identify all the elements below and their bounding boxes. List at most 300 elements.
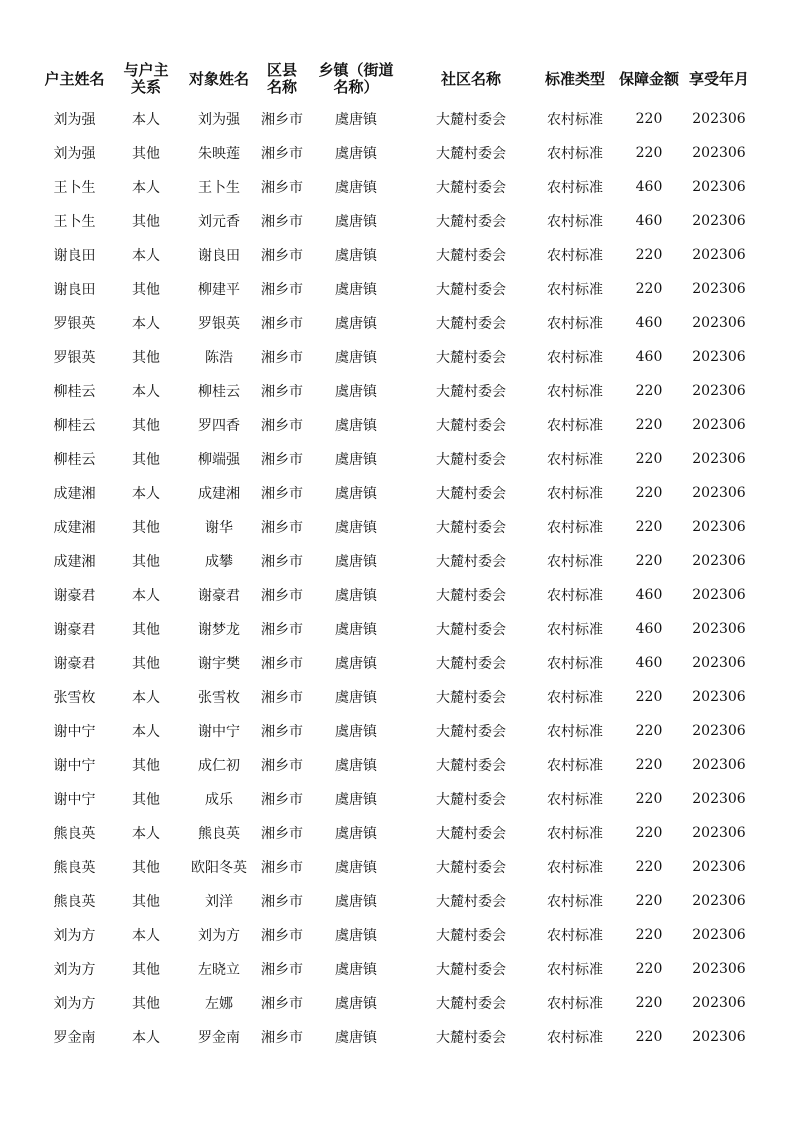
cell-township: 虞唐镇 (335, 962, 377, 978)
cell-township: 虞唐镇 (335, 588, 377, 604)
cell-township: 虞唐镇 (335, 316, 377, 332)
cell-amount: 220 (635, 145, 663, 161)
cell-community: 大麓村委会 (436, 282, 506, 298)
cell-standard-type: 农村标准 (547, 452, 603, 468)
cell-community: 大麓村委会 (436, 112, 506, 128)
cell-recipient-name: 王卜生 (198, 180, 240, 196)
cell-community: 大麓村委会 (436, 894, 506, 910)
cell-township: 虞唐镇 (335, 996, 377, 1012)
cell-householder-name: 柳桂云 (53, 418, 96, 434)
cell-standard-type: 农村标准 (547, 316, 603, 332)
cell-recipient-name: 谢良田 (198, 248, 240, 264)
cell-community: 大麓村委会 (436, 792, 506, 808)
cell-householder-name: 熊良英 (53, 860, 96, 876)
cell-period: 202306 (692, 859, 746, 875)
cell-period: 202306 (692, 281, 746, 297)
table-header-row (38, 56, 753, 102)
cell-period: 202306 (692, 723, 746, 739)
cell-relationship: 其他 (132, 860, 160, 876)
cell-county: 湘乡市 (261, 792, 303, 808)
cell-township: 虞唐镇 (335, 486, 377, 502)
table-body (38, 102, 753, 1054)
column-header-householder-name (38, 56, 111, 102)
cell-community: 大麓村委会 (436, 962, 506, 978)
cell-householder-name: 柳桂云 (53, 452, 96, 468)
cell-period: 202306 (692, 995, 746, 1011)
cell-amount: 220 (635, 281, 663, 297)
cell-amount: 220 (635, 689, 663, 705)
cell-recipient-name: 谢中宁 (198, 724, 240, 740)
cell-recipient-name: 刘为方 (198, 928, 240, 944)
cell-township: 虞唐镇 (335, 928, 377, 944)
cell-relationship: 其他 (132, 792, 160, 808)
column-header-line: 与户主 (123, 61, 169, 79)
table-row (38, 442, 753, 476)
cell-period: 202306 (692, 757, 746, 773)
cell-relationship: 本人 (132, 486, 160, 502)
table-row (38, 680, 753, 714)
cell-relationship: 本人 (132, 112, 160, 128)
cell-period: 202306 (692, 961, 746, 977)
column-header-amount (613, 56, 685, 102)
cell-county: 湘乡市 (261, 962, 303, 978)
table-row (38, 102, 753, 136)
cell-relationship: 其他 (132, 350, 160, 366)
cell-period: 202306 (692, 247, 746, 263)
cell-period: 202306 (692, 179, 746, 195)
cell-county: 湘乡市 (261, 248, 303, 264)
cell-township: 虞唐镇 (335, 826, 377, 842)
cell-amount: 220 (635, 451, 663, 467)
cell-township: 虞唐镇 (335, 1030, 377, 1046)
cell-householder-name: 刘为强 (53, 146, 96, 162)
cell-community: 大麓村委会 (436, 656, 506, 672)
column-header-line: 关系 (130, 78, 161, 96)
cell-period: 202306 (692, 621, 746, 637)
table-row (38, 714, 753, 748)
column-header-standard-type (537, 56, 613, 102)
table-row (38, 1020, 753, 1054)
cell-amount: 220 (635, 927, 663, 943)
cell-township: 虞唐镇 (335, 282, 377, 298)
cell-county: 湘乡市 (261, 112, 303, 128)
cell-amount: 460 (635, 621, 663, 637)
table-row (38, 272, 753, 306)
cell-period: 202306 (692, 315, 746, 331)
cell-township: 虞唐镇 (335, 894, 377, 910)
cell-township: 虞唐镇 (335, 690, 377, 706)
cell-standard-type: 农村标准 (547, 860, 603, 876)
cell-county: 湘乡市 (261, 282, 303, 298)
cell-amount: 460 (635, 315, 663, 331)
cell-community: 大麓村委会 (436, 520, 506, 536)
cell-amount: 220 (635, 859, 663, 875)
cell-period: 202306 (692, 519, 746, 535)
cell-amount: 220 (635, 893, 663, 909)
cell-householder-name: 谢中宁 (53, 792, 96, 808)
cell-householder-name: 罗银英 (53, 350, 96, 366)
cell-recipient-name: 谢宇樊 (198, 656, 240, 672)
cell-relationship: 其他 (132, 282, 160, 298)
cell-standard-type: 农村标准 (547, 214, 603, 230)
cell-county: 湘乡市 (261, 146, 303, 162)
cell-county: 湘乡市 (261, 860, 303, 876)
cell-recipient-name: 谢梦龙 (198, 622, 240, 638)
cell-recipient-name: 欧阳冬英 (191, 860, 247, 876)
cell-community: 大麓村委会 (436, 384, 506, 400)
table-row (38, 986, 753, 1020)
cell-township: 虞唐镇 (335, 350, 377, 366)
cell-standard-type: 农村标准 (547, 826, 603, 842)
cell-householder-name: 张雪枚 (53, 690, 96, 706)
cell-standard-type: 农村标准 (547, 1030, 603, 1046)
cell-householder-name: 熊良英 (53, 894, 96, 910)
cell-community: 大麓村委会 (436, 554, 506, 570)
column-header-line: 乡镇（街道 (318, 61, 394, 79)
cell-amount: 460 (635, 213, 663, 229)
column-header-line: 社区名称 (440, 69, 501, 88)
cell-community: 大麓村委会 (436, 316, 506, 332)
cell-community: 大麓村委会 (436, 758, 506, 774)
cell-recipient-name: 罗四香 (198, 418, 240, 434)
cell-relationship: 其他 (132, 996, 160, 1012)
table-row (38, 408, 753, 442)
cell-county: 湘乡市 (261, 894, 303, 910)
cell-relationship: 其他 (132, 146, 160, 162)
table-row (38, 782, 753, 816)
cell-standard-type: 农村标准 (547, 418, 603, 434)
table-row (38, 612, 753, 646)
cell-township: 虞唐镇 (335, 248, 377, 264)
cell-relationship: 其他 (132, 418, 160, 434)
cell-relationship: 其他 (132, 554, 160, 570)
cell-township: 虞唐镇 (335, 452, 377, 468)
cell-relationship: 其他 (132, 520, 160, 536)
cell-township: 虞唐镇 (335, 554, 377, 570)
cell-amount: 220 (635, 383, 663, 399)
cell-amount: 220 (635, 553, 663, 569)
cell-township: 虞唐镇 (335, 656, 377, 672)
cell-standard-type: 农村标准 (547, 622, 603, 638)
cell-householder-name: 谢中宁 (53, 758, 96, 774)
cell-relationship: 本人 (132, 928, 160, 944)
cell-period: 202306 (692, 825, 746, 841)
cell-period: 202306 (692, 417, 746, 433)
table-row (38, 306, 753, 340)
cell-township: 虞唐镇 (335, 146, 377, 162)
cell-householder-name: 熊良英 (53, 826, 96, 842)
cell-relationship: 本人 (132, 724, 160, 740)
column-header-line: 标准类型 (544, 69, 605, 88)
cell-standard-type: 农村标准 (547, 962, 603, 978)
cell-township: 虞唐镇 (335, 792, 377, 808)
table-row (38, 918, 753, 952)
cell-township: 虞唐镇 (335, 214, 377, 230)
cell-period: 202306 (692, 893, 746, 909)
cell-county: 湘乡市 (261, 384, 303, 400)
cell-standard-type: 农村标准 (547, 146, 603, 162)
cell-recipient-name: 朱映莲 (198, 146, 240, 162)
cell-recipient-name: 左晓立 (198, 962, 240, 978)
cell-standard-type: 农村标准 (547, 282, 603, 298)
cell-period: 202306 (692, 485, 746, 501)
cell-standard-type: 农村标准 (547, 588, 603, 604)
column-header-line: 户主姓名 (44, 69, 105, 88)
table-row (38, 170, 753, 204)
cell-county: 湘乡市 (261, 622, 303, 638)
cell-relationship: 本人 (132, 316, 160, 332)
cell-county: 湘乡市 (261, 418, 303, 434)
cell-period: 202306 (692, 145, 746, 161)
cell-amount: 460 (635, 179, 663, 195)
cell-county: 湘乡市 (261, 180, 303, 196)
cell-county: 湘乡市 (261, 486, 303, 502)
cell-householder-name: 王卜生 (53, 180, 96, 196)
cell-recipient-name: 刘元香 (198, 214, 240, 230)
cell-period: 202306 (692, 213, 746, 229)
cell-period: 202306 (692, 553, 746, 569)
cell-community: 大麓村委会 (436, 724, 506, 740)
cell-amount: 220 (635, 723, 663, 739)
cell-township: 虞唐镇 (335, 622, 377, 638)
cell-recipient-name: 熊良英 (198, 826, 240, 842)
cell-recipient-name: 柳桂云 (198, 384, 240, 400)
cell-recipient-name: 成攀 (205, 554, 233, 570)
cell-householder-name: 谢中宁 (53, 724, 96, 740)
cell-relationship: 其他 (132, 214, 160, 230)
cell-period: 202306 (692, 587, 746, 603)
cell-period: 202306 (692, 451, 746, 467)
cell-householder-name: 成建湘 (53, 520, 96, 536)
cell-county: 湘乡市 (261, 214, 303, 230)
column-header-relationship (111, 56, 181, 102)
table-row (38, 510, 753, 544)
cell-community: 大麓村委会 (436, 486, 506, 502)
table-row (38, 646, 753, 680)
cell-community: 大麓村委会 (436, 214, 506, 230)
cell-relationship: 其他 (132, 452, 160, 468)
cell-standard-type: 农村标准 (547, 554, 603, 570)
cell-recipient-name: 左娜 (205, 996, 233, 1012)
cell-county: 湘乡市 (261, 520, 303, 536)
table-row (38, 544, 753, 578)
cell-community: 大麓村委会 (436, 928, 506, 944)
cell-community: 大麓村委会 (436, 248, 506, 264)
cell-relationship: 其他 (132, 962, 160, 978)
cell-amount: 220 (635, 485, 663, 501)
column-header-line: 名称 (266, 78, 297, 96)
cell-amount: 220 (635, 519, 663, 535)
cell-householder-name: 刘为方 (53, 928, 96, 944)
cell-standard-type: 农村标准 (547, 112, 603, 128)
cell-community: 大麓村委会 (436, 180, 506, 196)
assistance-roster-table (38, 56, 753, 1054)
cell-county: 湘乡市 (261, 690, 303, 706)
column-header-period (685, 56, 753, 102)
cell-community: 大麓村委会 (436, 690, 506, 706)
column-header-line: 保障金额 (618, 69, 679, 88)
cell-recipient-name: 刘洋 (205, 894, 233, 910)
cell-recipient-name: 张雪枚 (198, 690, 240, 706)
cell-relationship: 本人 (132, 690, 160, 706)
cell-community: 大麓村委会 (436, 350, 506, 366)
cell-county: 湘乡市 (261, 826, 303, 842)
cell-township: 虞唐镇 (335, 112, 377, 128)
cell-standard-type: 农村标准 (547, 350, 603, 366)
cell-relationship: 其他 (132, 656, 160, 672)
cell-county: 湘乡市 (261, 758, 303, 774)
table-row (38, 204, 753, 238)
table-row (38, 238, 753, 272)
cell-standard-type: 农村标准 (547, 248, 603, 264)
cell-recipient-name: 谢豪君 (198, 588, 240, 604)
cell-period: 202306 (692, 689, 746, 705)
cell-standard-type: 农村标准 (547, 180, 603, 196)
cell-amount: 220 (635, 1029, 663, 1045)
cell-period: 202306 (692, 927, 746, 943)
table-row (38, 476, 753, 510)
cell-relationship: 本人 (132, 588, 160, 604)
cell-householder-name: 谢良田 (53, 248, 96, 264)
column-header-line: 享受年月 (688, 69, 749, 88)
cell-householder-name: 谢豪君 (53, 656, 96, 672)
cell-community: 大麓村委会 (436, 996, 506, 1012)
cell-relationship: 本人 (132, 826, 160, 842)
cell-householder-name: 成建湘 (53, 554, 96, 570)
table-row (38, 884, 753, 918)
cell-amount: 220 (635, 247, 663, 263)
cell-recipient-name: 罗金南 (198, 1030, 240, 1046)
cell-community: 大麓村委会 (436, 826, 506, 842)
column-header-line: 区县 (266, 61, 297, 79)
cell-standard-type: 农村标准 (547, 656, 603, 672)
cell-standard-type: 农村标准 (547, 724, 603, 740)
cell-community: 大麓村委会 (436, 1030, 506, 1046)
cell-township: 虞唐镇 (335, 758, 377, 774)
cell-relationship: 其他 (132, 622, 160, 638)
cell-period: 202306 (692, 349, 746, 365)
cell-county: 湘乡市 (261, 350, 303, 366)
cell-amount: 220 (635, 791, 663, 807)
cell-township: 虞唐镇 (335, 180, 377, 196)
column-header-line: 对象姓名 (188, 69, 249, 88)
cell-township: 虞唐镇 (335, 384, 377, 400)
cell-community: 大麓村委会 (436, 622, 506, 638)
cell-township: 虞唐镇 (335, 860, 377, 876)
cell-recipient-name: 罗银英 (198, 316, 240, 332)
cell-householder-name: 谢豪君 (53, 622, 96, 638)
cell-county: 湘乡市 (261, 928, 303, 944)
cell-county: 湘乡市 (261, 656, 303, 672)
cell-standard-type: 农村标准 (547, 996, 603, 1012)
cell-householder-name: 刘为方 (53, 996, 96, 1012)
cell-recipient-name: 谢华 (205, 520, 233, 536)
cell-recipient-name: 陈浩 (205, 350, 233, 366)
cell-township: 虞唐镇 (335, 520, 377, 536)
cell-relationship: 其他 (132, 894, 160, 910)
cell-amount: 220 (635, 757, 663, 773)
cell-county: 湘乡市 (261, 554, 303, 570)
cell-township: 虞唐镇 (335, 724, 377, 740)
cell-period: 202306 (692, 111, 746, 127)
column-header-community (405, 56, 537, 102)
cell-amount: 460 (635, 587, 663, 603)
cell-community: 大麓村委会 (436, 588, 506, 604)
cell-householder-name: 成建湘 (53, 486, 96, 502)
cell-householder-name: 谢豪君 (53, 588, 96, 604)
column-header-recipient-name (181, 56, 257, 102)
cell-householder-name: 罗金南 (53, 1030, 96, 1046)
cell-amount: 220 (635, 995, 663, 1011)
column-header-line: 名称） (333, 78, 379, 96)
column-header-county (257, 56, 307, 102)
table-row (38, 578, 753, 612)
cell-county: 湘乡市 (261, 588, 303, 604)
cell-standard-type: 农村标准 (547, 758, 603, 774)
cell-community: 大麓村委会 (436, 860, 506, 876)
column-header-township (307, 56, 405, 102)
cell-period: 202306 (692, 1029, 746, 1045)
cell-householder-name: 王卜生 (53, 214, 96, 230)
cell-county: 湘乡市 (261, 1030, 303, 1046)
cell-community: 大麓村委会 (436, 452, 506, 468)
cell-relationship: 本人 (132, 1030, 160, 1046)
cell-county: 湘乡市 (261, 452, 303, 468)
cell-householder-name: 刘为强 (53, 112, 96, 128)
cell-township: 虞唐镇 (335, 418, 377, 434)
table-row (38, 748, 753, 782)
cell-county: 湘乡市 (261, 996, 303, 1012)
cell-amount: 220 (635, 961, 663, 977)
cell-relationship: 本人 (132, 180, 160, 196)
cell-recipient-name: 柳端强 (198, 452, 240, 468)
cell-community: 大麓村委会 (436, 146, 506, 162)
table-row (38, 340, 753, 374)
cell-amount: 220 (635, 111, 663, 127)
cell-relationship: 其他 (132, 758, 160, 774)
cell-recipient-name: 成建湘 (198, 486, 240, 502)
cell-householder-name: 罗银英 (53, 316, 96, 332)
cell-amount: 460 (635, 655, 663, 671)
cell-period: 202306 (692, 383, 746, 399)
cell-relationship: 本人 (132, 384, 160, 400)
cell-county: 湘乡市 (261, 724, 303, 740)
table-row (38, 952, 753, 986)
cell-recipient-name: 柳建平 (198, 282, 240, 298)
cell-householder-name: 刘为方 (53, 962, 96, 978)
cell-recipient-name: 成仁初 (198, 758, 240, 774)
cell-period: 202306 (692, 791, 746, 807)
cell-relationship: 本人 (132, 248, 160, 264)
table-row (38, 374, 753, 408)
cell-standard-type: 农村标准 (547, 520, 603, 536)
cell-standard-type: 农村标准 (547, 690, 603, 706)
cell-standard-type: 农村标准 (547, 928, 603, 944)
cell-recipient-name: 刘为强 (198, 112, 240, 128)
cell-recipient-name: 成乐 (205, 792, 233, 808)
cell-householder-name: 柳桂云 (53, 384, 96, 400)
cell-standard-type: 农村标准 (547, 894, 603, 910)
table-row (38, 136, 753, 170)
cell-amount: 220 (635, 825, 663, 841)
cell-householder-name: 谢良田 (53, 282, 96, 298)
cell-standard-type: 农村标准 (547, 486, 603, 502)
cell-amount: 460 (635, 349, 663, 365)
cell-amount: 220 (635, 417, 663, 433)
cell-standard-type: 农村标准 (547, 384, 603, 400)
cell-period: 202306 (692, 655, 746, 671)
table-row (38, 816, 753, 850)
